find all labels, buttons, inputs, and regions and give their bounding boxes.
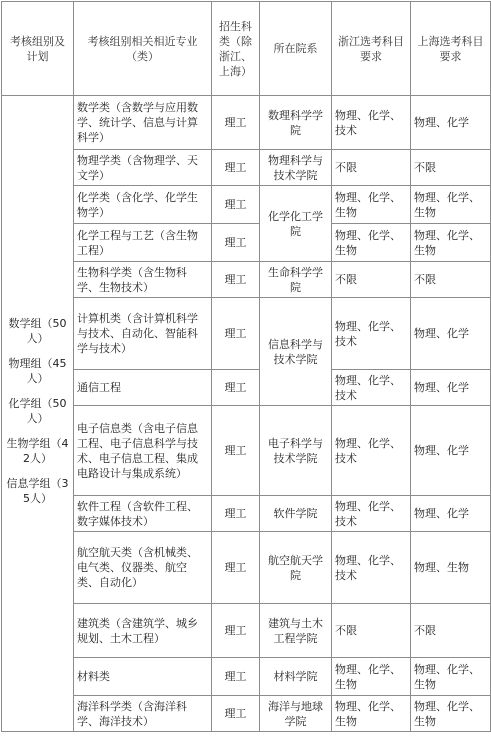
- shanghai-cell: 不限: [411, 150, 491, 186]
- major-cell: 电子信息类（含电子信息工程、电子信息科学与技术、电子信息工程、集成电路设计与集成系统）: [74, 406, 212, 496]
- header-group: 考核组别及计划: [2, 2, 74, 96]
- header-zhejiang: 浙江选考科目要求: [332, 2, 411, 96]
- major-cell: 软件工程（含软件工程、数字媒体技术）: [74, 496, 212, 532]
- table-row: [2, 658, 491, 696]
- group-physics: 物理组（45人）: [8, 356, 67, 385]
- school-cell: 建筑与土木工程学院: [260, 604, 332, 658]
- shanghai-cell: 物理、化学、生物: [411, 224, 491, 262]
- major-cell: 化学工程与工艺（含生物工程）: [74, 224, 212, 262]
- category-cell: 理工: [212, 150, 260, 186]
- major-cell: 计算机类（含计算机科学与技术、自动化、智能科学与技术）: [74, 298, 212, 370]
- major-cell: 化学类（含化学、化学生物学）: [74, 186, 212, 224]
- group-informatics: 信息学组（35人）: [6, 476, 69, 505]
- school-cell: 物理科学与技术学院: [260, 150, 332, 186]
- category-cell: 理工: [212, 696, 260, 732]
- category-cell: 理工: [212, 298, 260, 370]
- admission-table: [1, 1, 491, 732]
- group-cell: [2, 96, 74, 732]
- zhejiang-cell: 物理、化学、生物: [332, 224, 411, 262]
- zhejiang-cell: 不限: [332, 262, 411, 298]
- major-cell: 数学类（含数学与应用数学、统计学、信息与计算科学）: [74, 96, 212, 150]
- shanghai-cell: 不限: [411, 262, 491, 298]
- zhejiang-cell: 物理、化学、生物: [332, 186, 411, 224]
- zhejiang-cell: 物理、化学、技术: [332, 96, 411, 150]
- shanghai-cell: 物理、化学: [411, 496, 491, 532]
- category-cell: 理工: [212, 532, 260, 604]
- school-cell: 数理科学学院: [260, 96, 332, 150]
- school-cell: 化学化工学院: [260, 186, 332, 262]
- shanghai-cell: 物理、化学、生物: [411, 658, 491, 696]
- zhejiang-cell: 物理、化学、生物: [332, 696, 411, 732]
- zhejiang-cell: 物理、化学、技术: [332, 370, 411, 406]
- shanghai-cell: 物理、化学、生物: [411, 696, 491, 732]
- shanghai-cell: 物理、化学: [411, 370, 491, 406]
- table-row: [2, 496, 491, 532]
- table-row: [2, 532, 491, 604]
- zhejiang-cell: 物理、化学、技术: [332, 298, 411, 370]
- table-row: [2, 298, 491, 370]
- table-row: [2, 406, 491, 496]
- shanghai-cell: 物理、化学: [411, 96, 491, 150]
- category-cell: 理工: [212, 496, 260, 532]
- group-biology: 生物学组（42人）: [6, 436, 69, 465]
- category-cell: 理工: [212, 224, 260, 262]
- category-cell: 理工: [212, 96, 260, 150]
- major-cell: 建筑类（含建筑学、城乡规划、土木工程）: [74, 604, 212, 658]
- table-row: [2, 186, 491, 224]
- header-shanghai: 上海选考科目要求: [411, 2, 491, 96]
- school-cell: 电子科学与技术学院: [260, 406, 332, 496]
- school-cell: 生命科学学院: [260, 262, 332, 298]
- school-cell: 信息科学与技术学院: [260, 298, 332, 406]
- category-cell: 理工: [212, 658, 260, 696]
- table-row: [2, 224, 491, 262]
- major-cell: 物理学类（含物理学、天文学）: [74, 150, 212, 186]
- shanghai-cell: 物理、生物: [411, 532, 491, 604]
- major-cell: 生物科学类（含生物科学、生物技术）: [74, 262, 212, 298]
- zhejiang-cell: 不限: [332, 604, 411, 658]
- shanghai-cell: 不限: [411, 604, 491, 658]
- zhejiang-cell: 物理、化学、技术: [332, 406, 411, 496]
- table-row: [2, 604, 491, 658]
- category-cell: 理工: [212, 262, 260, 298]
- header-major: 考核组别相关相近专业（类）: [74, 2, 212, 96]
- category-cell: 理工: [212, 604, 260, 658]
- category-cell: 理工: [212, 406, 260, 496]
- zhejiang-cell: 物理、化学、技术: [332, 532, 411, 604]
- school-cell: 软件学院: [260, 496, 332, 532]
- group-chemistry: 化学组（50人）: [8, 396, 67, 425]
- table-row: [2, 96, 491, 150]
- header-row: [2, 2, 491, 96]
- table-row: [2, 696, 491, 732]
- category-cell: 理工: [212, 186, 260, 224]
- school-cell: 材料学院: [260, 658, 332, 696]
- school-cell: 航空航天学院: [260, 532, 332, 604]
- major-cell: 通信工程: [74, 370, 212, 406]
- shanghai-cell: 物理、化学、生物: [411, 186, 491, 224]
- category-cell: 理工: [212, 370, 260, 406]
- table-row: [2, 150, 491, 186]
- shanghai-cell: 物理、化学: [411, 406, 491, 496]
- zhejiang-cell: 物理、化学、生物: [332, 658, 411, 696]
- major-cell: 海洋科学类（含海洋科学、海洋技术）: [74, 696, 212, 732]
- table-row: [2, 370, 491, 406]
- table-row: [2, 262, 491, 298]
- zhejiang-cell: 物理、化学、技术: [332, 496, 411, 532]
- major-cell: 航空航天类（含机械类、电气类、仪器类、航空类、自动化）: [74, 532, 212, 604]
- group-math: 数学组（50人）: [8, 316, 67, 345]
- header-school: 所在院系: [260, 2, 332, 96]
- shanghai-cell: 物理、化学: [411, 298, 491, 370]
- major-cell: 材料类: [74, 658, 212, 696]
- header-category: 招生科类（除浙江、上海）: [212, 2, 260, 96]
- zhejiang-cell: 不限: [332, 150, 411, 186]
- school-cell: 海洋与地球学院: [260, 696, 332, 732]
